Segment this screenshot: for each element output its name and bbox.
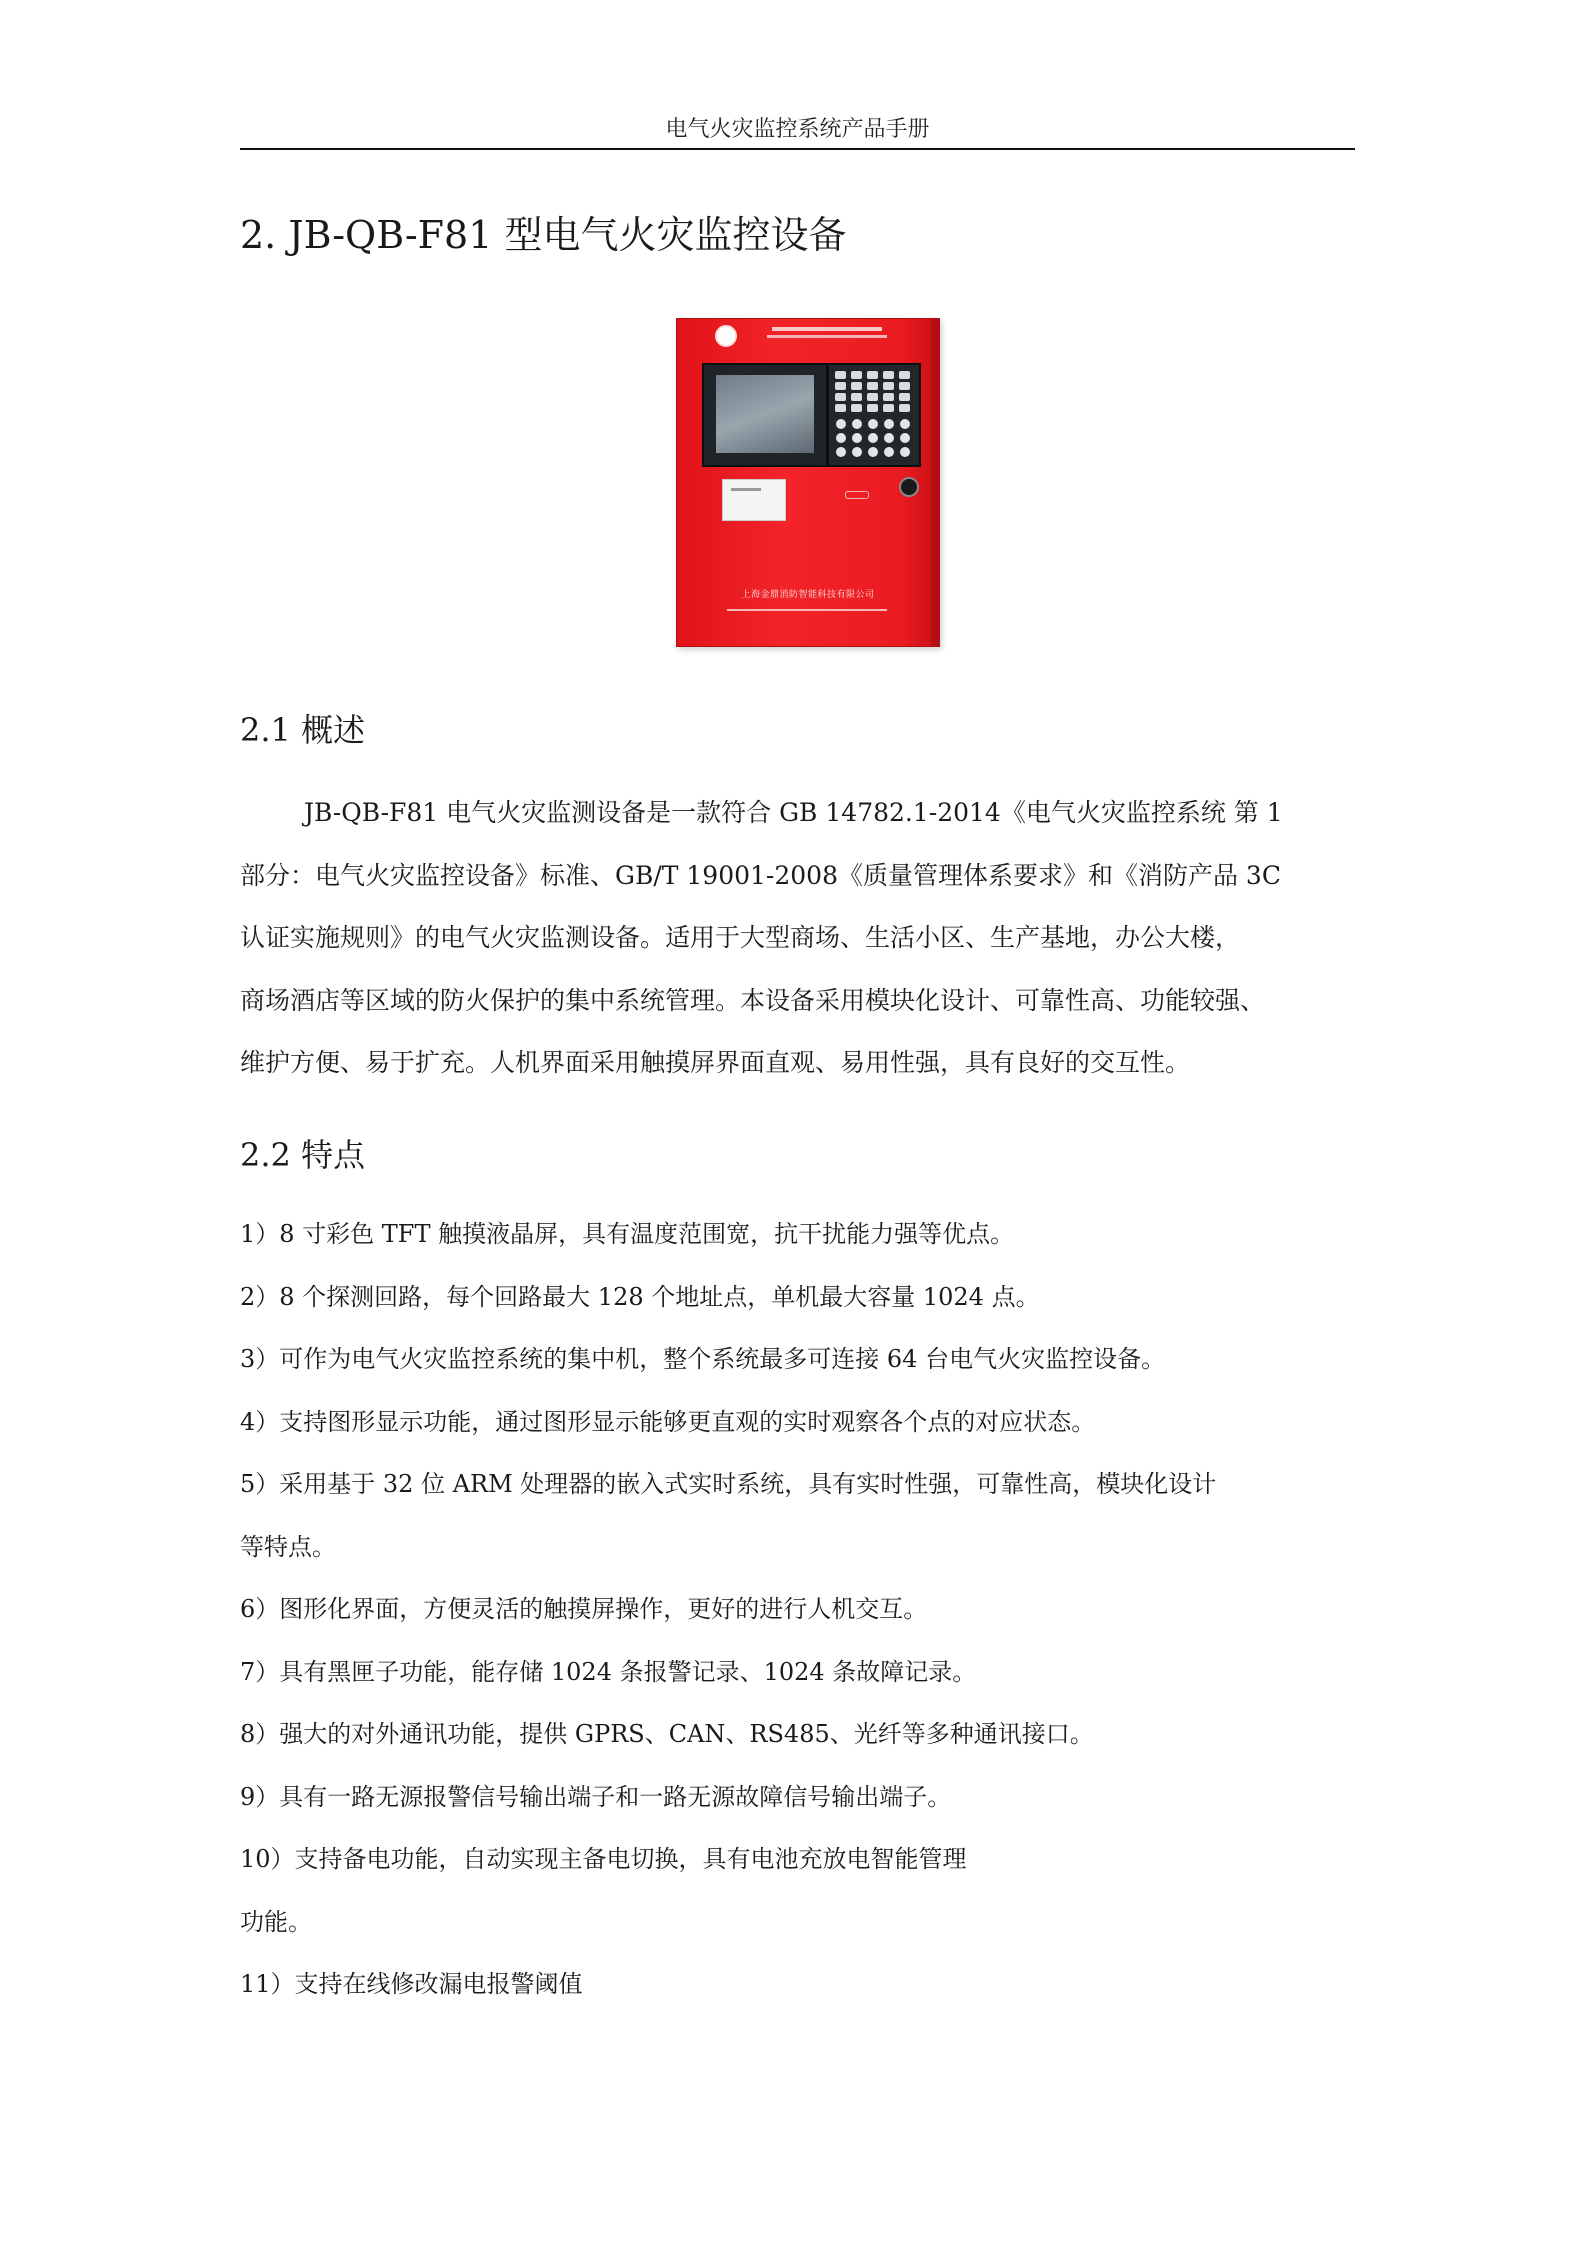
device-key-icon (851, 404, 862, 412)
device-round-key-icon (836, 433, 846, 443)
device-round-key-icon (900, 433, 910, 443)
device-round-key-icon (884, 433, 894, 443)
overview-line: JB-QB-F81 电气火灾监测设备是一款符合 GB 14782.1-2014《电气火灾监控系统 第 1 (303, 798, 1283, 827)
device-key-icon (851, 393, 862, 401)
device-round-key-icon (852, 419, 862, 429)
feature-item: 10）支持备电功能，自动实现主备电切换，具有电池充放电智能管理 (240, 1845, 967, 1873)
device-key-icon (883, 382, 894, 390)
device-key-icon (867, 393, 878, 401)
device-round-key-icon (900, 447, 910, 457)
device-round-key-icon (868, 447, 878, 457)
overview-line: 商场酒店等区域的防火保护的集中系统管理。本设备采用模块化设计、可靠性高、功能较强、 (240, 985, 1266, 1015)
device-maker-text: 上海金鼎消防智能科技有限公司 (741, 590, 875, 600)
feature-item: 3）可作为电气火灾监控系统的集中机，整个系统最多可连接 64 台电气火灾监控设备。 (240, 1345, 1166, 1373)
brand-logo-icon (715, 325, 737, 347)
device-key-icon (835, 404, 846, 412)
device-key-icon (899, 404, 910, 412)
overview-line: 维护方便、易于扩充。人机界面采用触摸屏界面直观、易用性强，具有良好的交互性。 (240, 1048, 1191, 1077)
device-key-icon (883, 393, 894, 401)
feature-item: 9）具有一路无源报警信号输出端子和一路无源故障信号输出端子。 (240, 1783, 952, 1811)
device-key-icon (851, 371, 862, 379)
device-key-icon (835, 371, 846, 379)
device-label-strip (772, 327, 882, 331)
device-round-key-icon (884, 419, 894, 429)
device-lcd (716, 375, 814, 453)
device-key-icon (883, 371, 894, 379)
overview-line: 认证实施规则》的电气火灾监测设备。适用于大型商场、生活小区、生产基地，办公大楼， (240, 923, 1241, 952)
feature-item: 2）8 个探测回路，每个回路最大 128 个地址点，单机最大容量 1024 点。 (240, 1283, 1040, 1311)
device-keypad (827, 363, 921, 467)
device-screen (702, 363, 828, 467)
device-key-icon (899, 382, 910, 390)
device-round-key-icon (868, 419, 878, 429)
feature-item-continued: 功能。 (240, 1908, 312, 1936)
device-emblem-icon (845, 491, 869, 499)
page-header: 电气火灾监控系统产品手册 (665, 117, 930, 142)
features-heading: 2.2 特点 (240, 1136, 366, 1174)
device-key-icon (835, 382, 846, 390)
device-round-key-icon (900, 419, 910, 429)
overview-heading: 2.1 概述 (240, 711, 366, 749)
device-round-key-icon (836, 447, 846, 457)
device-maker-rule (727, 609, 887, 611)
printer-slot (731, 488, 761, 491)
overview-line: 部分：电气火灾监控设备》标准、GB/T 19001-2008《质量管理体系要求》和《消防产品 3C (240, 860, 1281, 890)
device-key-icon (883, 404, 894, 412)
device-printer (722, 479, 786, 521)
header-divider (240, 148, 1355, 150)
device-round-key-icon (852, 447, 862, 457)
overview-paragraph (240, 782, 1355, 1095)
device-round-key-icon (884, 447, 894, 457)
device-key-icon (835, 393, 846, 401)
device-lock-icon (899, 477, 919, 497)
feature-item: 11）支持在线修改漏电报警阈值 (240, 1970, 583, 1998)
device-key-icon (867, 404, 878, 412)
device-round-key-icon (868, 433, 878, 443)
device-label-strip-secondary (767, 335, 887, 338)
feature-item: 4）支持图形显示功能，通过图形显示能够更直观的实时观察各个点的对应状态。 (240, 1408, 1096, 1436)
device-key-icon (867, 371, 878, 379)
product-image (676, 318, 940, 647)
device-key-icon (899, 371, 910, 379)
feature-item: 5）采用基于 32 位 ARM 处理器的嵌入式实时系统，具有实时性强，可靠性高，模块化设计 (240, 1470, 1217, 1498)
feature-item: 6）图形化界面，方便灵活的触摸屏操作，更好的进行人机交互。 (240, 1595, 928, 1623)
feature-item: 8）强大的对外通讯功能，提供 GPRS、CAN、RS485、光纤等多种通讯接口。 (240, 1720, 1094, 1748)
feature-item-continued: 等特点。 (240, 1533, 336, 1561)
device-key-icon (851, 382, 862, 390)
device-round-key-icon (836, 419, 846, 429)
feature-item: 1）8 寸彩色 TFT 触摸液晶屏，具有温度范围宽，抗干扰能力强等优点。 (240, 1220, 1015, 1248)
device-key-icon (867, 382, 878, 390)
device-key-icon (899, 393, 910, 401)
feature-item: 7）具有黑匣子功能，能存储 1024 条报警记录、1024 条故障记录。 (240, 1658, 977, 1686)
section-title: 2. JB-QB-F81 型电气火灾监控设备 (240, 213, 847, 257)
device-round-key-icon (852, 433, 862, 443)
